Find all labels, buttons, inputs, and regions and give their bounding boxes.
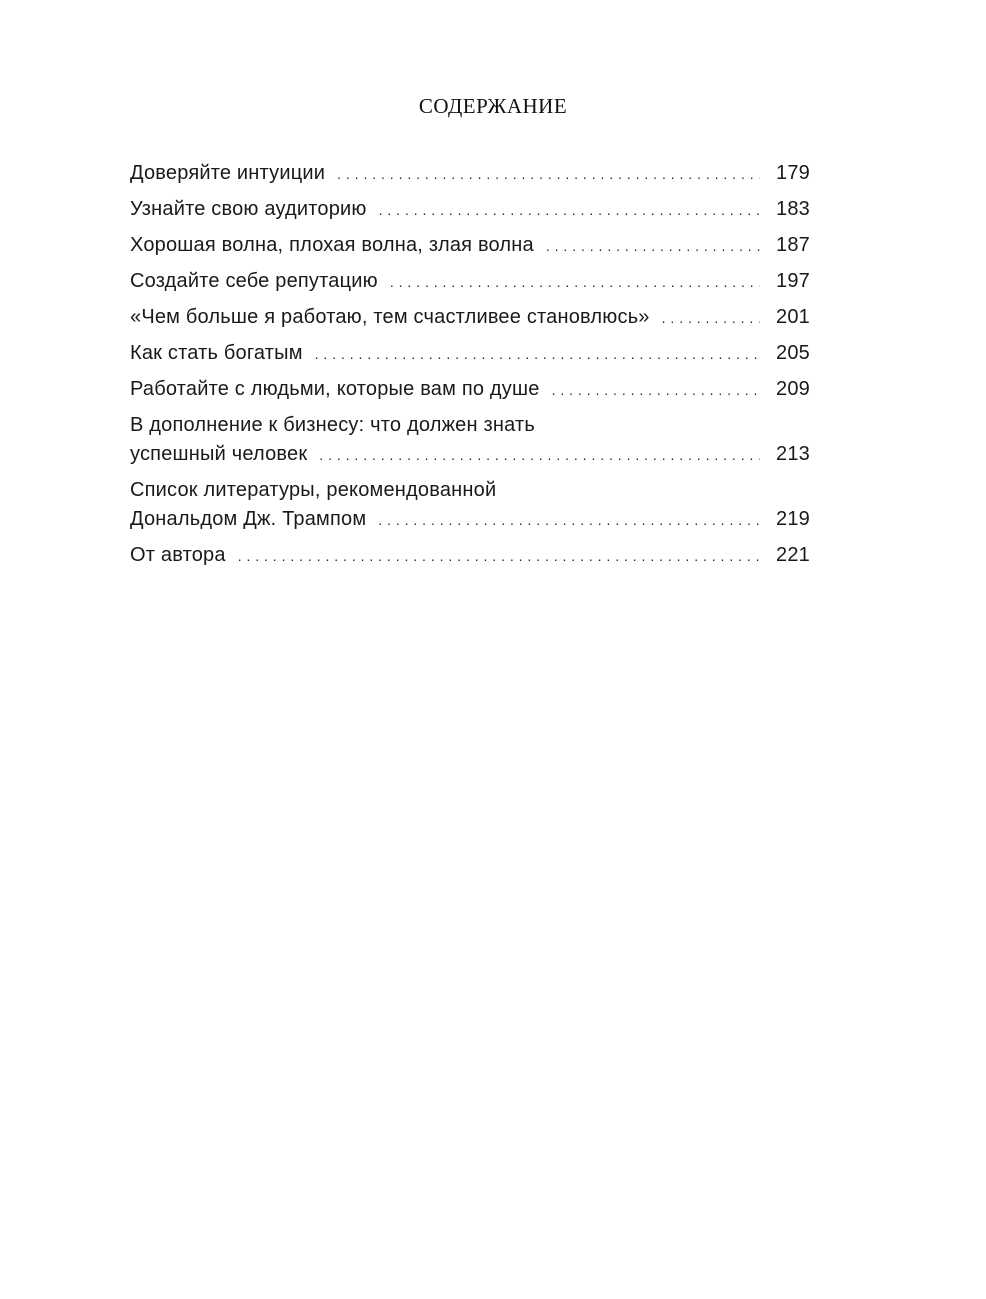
- page-title: СОДЕРЖАНИЕ: [418, 94, 568, 118]
- table-of-contents: [130, 159, 810, 577]
- toc-page-number: 219: [776, 508, 810, 530]
- dot-leader: [319, 441, 760, 470]
- toc-entry-title-line1: Список литературы, рекомендованной: [130, 479, 497, 501]
- dot-leader: [378, 506, 760, 535]
- toc-page-number: 201: [776, 306, 810, 328]
- toc-entry: [130, 195, 810, 225]
- toc-entry: [130, 267, 810, 297]
- toc-entry-line: [130, 440, 810, 470]
- toc-entry: [130, 375, 810, 405]
- toc-entry-line: [130, 339, 810, 369]
- dot-leader: [337, 160, 760, 189]
- dot-leader: [662, 304, 760, 333]
- dot-leader: [315, 340, 760, 369]
- toc-page-number: 197: [776, 270, 810, 292]
- toc-entry-title: Работайте с людьми, которые вам по душе: [130, 378, 540, 400]
- toc-entry-title: Узнайте свою аудиторию: [130, 198, 367, 220]
- toc-entry-title: Доверяйте интуиции: [130, 162, 326, 184]
- dot-leader: [379, 196, 760, 225]
- dot-leader: [552, 376, 760, 405]
- toc-entry-title: От автора: [130, 544, 226, 566]
- toc-entry-title: Как стать богатым: [130, 342, 303, 364]
- toc-entry-line: [130, 303, 810, 333]
- dot-leader: [390, 268, 760, 297]
- toc-entry: [130, 231, 810, 261]
- toc-entry-title: Хорошая волна, плохая волна, злая волна: [130, 234, 534, 256]
- toc-entry-line: [130, 195, 810, 225]
- toc-entry-title: «Чем больше я работаю, тем счастливее становлюсь»: [130, 306, 650, 328]
- toc-entry-line: [130, 267, 810, 297]
- toc-entry-title: Создайте себе репутацию: [130, 270, 378, 292]
- dot-leader: [546, 232, 760, 261]
- toc-entry-line: [130, 375, 810, 405]
- toc-entry-line: [130, 159, 810, 189]
- dot-leader: [238, 542, 760, 571]
- toc-page-number: 183: [776, 198, 810, 220]
- toc-entry-line: [130, 505, 810, 535]
- toc-entry-line: [130, 231, 810, 261]
- toc-entry: [130, 411, 810, 470]
- toc-entry-title-line2: успешный человек: [130, 443, 308, 465]
- toc-entry: [130, 303, 810, 333]
- toc-page-number: 205: [776, 342, 810, 364]
- toc-entry: [130, 159, 810, 189]
- toc-entry-title-line1: В дополнение к бизнесу: что должен знать: [130, 414, 535, 436]
- toc-entry: [130, 541, 810, 571]
- toc-page-number: 179: [776, 162, 810, 184]
- toc-page-number: 213: [776, 443, 810, 465]
- toc-entry: [130, 476, 810, 535]
- toc-page-number: 209: [776, 378, 810, 400]
- toc-entry-title-line2: Дональдом Дж. Трампом: [130, 508, 367, 530]
- toc-page-number: 221: [776, 544, 810, 566]
- toc-page-number: 187: [776, 234, 810, 256]
- toc-entry: [130, 339, 810, 369]
- toc-entry-line: [130, 541, 810, 571]
